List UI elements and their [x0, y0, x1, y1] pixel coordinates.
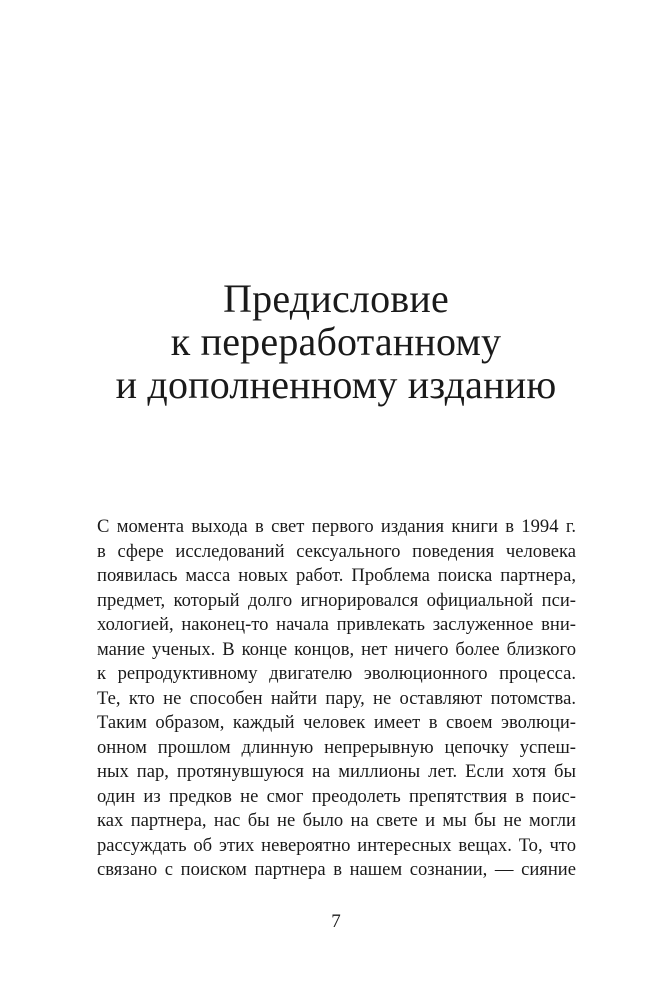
text-line: онном прошлом длинную непрерывную цепочку успеш-	[97, 736, 576, 758]
text-line: Те, кто не способен найти пару, не оставляют потомства.	[97, 687, 576, 709]
chapter-title-line: Предисловие	[223, 276, 449, 321]
chapter-title	[60, 277, 612, 406]
text-line: в сфере исследований сексуального поведения человека	[97, 540, 576, 562]
text-line: ках партнера, нас бы не было на свете и мы бы не могли	[97, 810, 576, 831]
text-line: ных пар, протянувшуюся на миллионы лет. Если хотя бы	[97, 761, 576, 782]
text-line: один из предков не смог преодолеть препятствия в поис-	[97, 785, 576, 807]
text-line: С момента выхода в свет первого издания книги в 1994 г.	[97, 516, 576, 537]
text-line: рассуждать об этих невероятно интересных вещах. То, что	[97, 834, 576, 856]
chapter-title-line: и дополненному изданию	[115, 362, 557, 407]
text-line: Таким образом, каждый человек имеет в своем эволюци-	[97, 712, 576, 733]
body-paragraph	[97, 515, 576, 883]
text-line: связано с поиском партнера в нашем сознании, — сияние	[97, 859, 576, 880]
text-line: хологией, наконец-то начала привлекать заслуженное вни-	[97, 614, 576, 635]
text-line: к репродуктивному двигателю эволюционного процесса.	[97, 663, 576, 684]
text-line: появилась масса новых работ. Проблема поиска партнера,	[97, 565, 576, 586]
chapter-title-line: к переработанному	[170, 319, 502, 364]
text-line: предмет, который долго игнорировался официальной пси-	[97, 589, 576, 611]
text-line: мание ученых. В конце концов, нет ничего более близкого	[97, 638, 576, 660]
page-number: 7	[331, 911, 341, 932]
